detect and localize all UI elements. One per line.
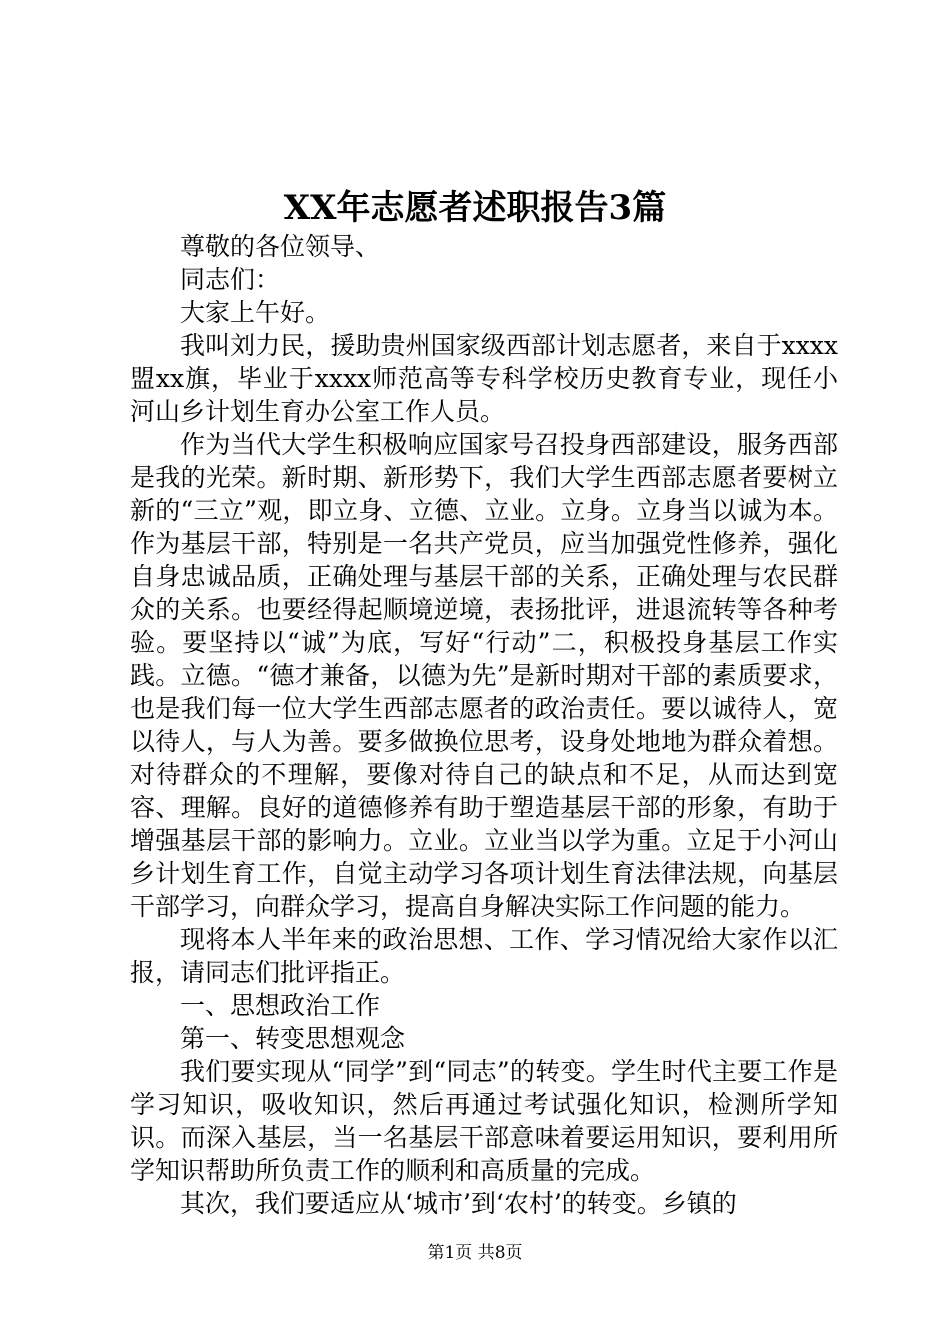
subsection-heading: 第一、转变思想观念 [180, 1024, 406, 1053]
paragraph-three-principles: 作为当代大学生积极响应国家号召投身西部建设，服务西部是我的光荣。新时期、新形势下，我们大学生西部志愿者要树立新的“三立”观，即立身、立德、立业。立身。立身当以诚为本。作为基层干部，特别是一名共产党员，应当加强党性修养，强化自身忠诚品质，正确处理与基层干部的关系，正确处理与农民群众的关系。也要经得起顺境逆境，表扬批评，进退流转等各种考验。要坚持以“诚”为底，写好“行动”二，积极投身基层工作实践。立德。“德才兼备，以德为先”是新时期对干部的素质要求，也是我们每一位大学生西部志愿者的政治责任。要以诚待人，宽以待人，与人为善。要多做换位思考，设身处地地为群众着想。对待群众的不理解，要像对待自己的缺点和不足，从而达到宽容、理解。良好的道德修养有助于塑造基层干部的形象，有助于增强基层干部的影响力。立业。立业当以学为重。立足于小河山乡计划生育工作，自觉主动学习各项计划生育法律法规，向基层干部学习，向群众学习，提高自身解决实际工作问题的能力。 [130, 430, 838, 921]
paragraph-introduction: 我叫刘力民，援助贵州国家级西部计划志愿者，来自于xxxx盟xx旗，毕业于xxxx师范高等专科学校历史教育专业，现任小河山乡计划生育办公室工作人员。 [130, 331, 838, 426]
page-number-footer: 第1页 共8页 [427, 1243, 523, 1263]
paragraph-report-intro: 现将本人半年来的政治思想、工作、学习情况给大家作以汇报，请同志们批评指正。 [130, 925, 838, 987]
document-body [130, 230, 838, 1220]
paragraph-city-to-village: 其次，我们要适应从‘城市’到‘农村’的转变。乡镇的 [180, 1189, 737, 1218]
paragraph-salutation-1: 尊敬的各位领导、 [180, 232, 381, 261]
paragraph-greeting: 大家上午好。 [180, 298, 331, 327]
document-title: XX年志愿者述职报告3篇 [283, 188, 667, 228]
paragraph-student-to-comrade: 我们要实现从“同学”到“同志”的转变。学生时代主要工作是学习知识，吸收知识，然后再通过考试强化知识，检测所学知识。而深入基层，当一名基层干部意味着要运用知识，要利用所学知识帮助所负责工作的顺利和高质量的完成。 [130, 1057, 838, 1185]
paragraph-salutation-2: 同志们： [180, 265, 281, 294]
section-heading: 一、思想政治工作 [180, 991, 381, 1020]
